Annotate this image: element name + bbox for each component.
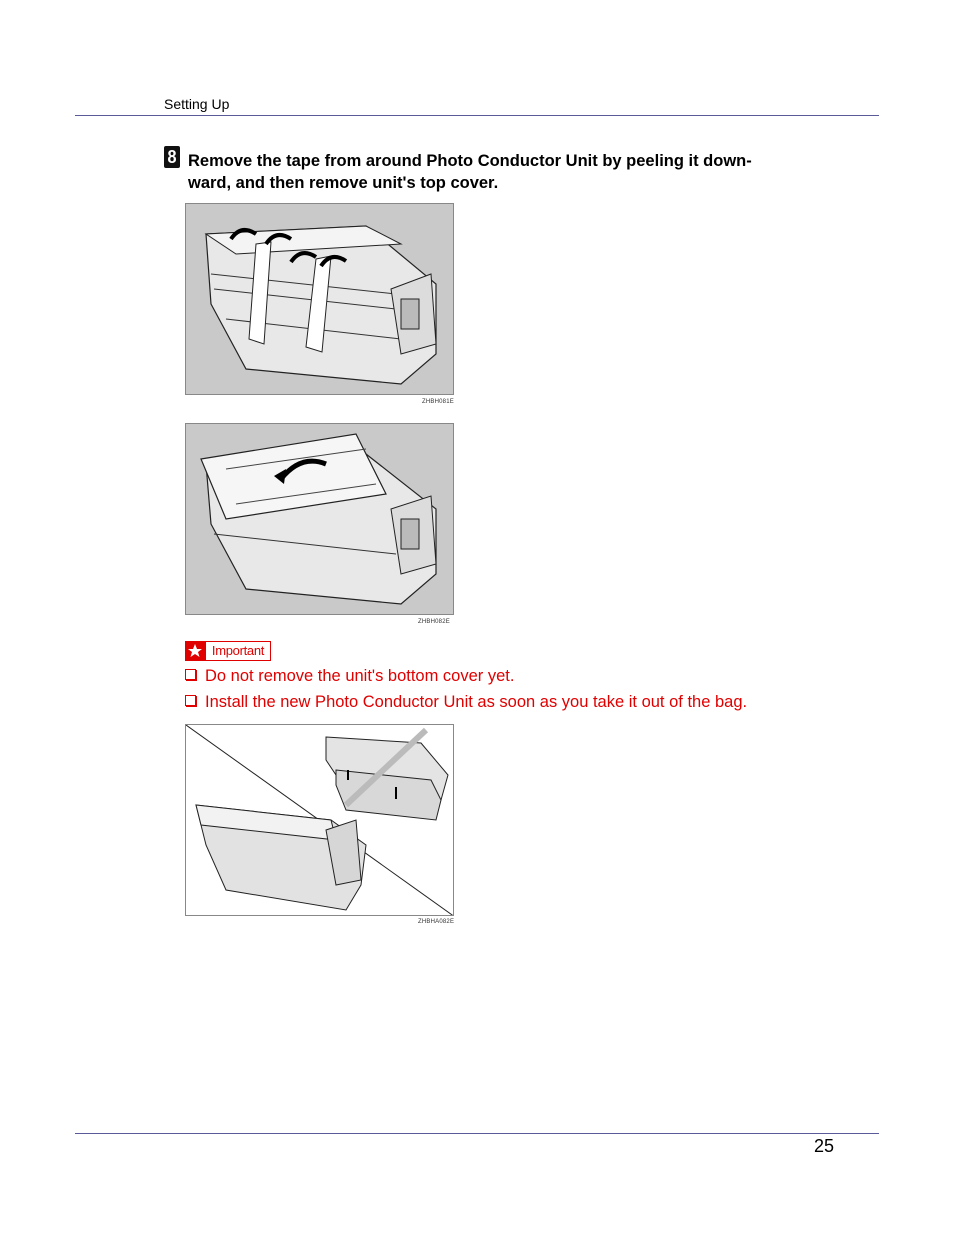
figure-code-3: ZHBHA082E <box>418 919 455 925</box>
footer-rule <box>75 1133 879 1134</box>
photo-conductor-tape-illustration <box>186 204 454 395</box>
note-text: Do not remove the unit's bottom cover yet. <box>205 667 515 685</box>
figure-bottom-cover-warning <box>185 724 454 916</box>
checkbox-bullet-icon <box>185 695 196 706</box>
top-cover-illustration <box>186 424 454 615</box>
checkbox-bullet-icon <box>185 669 196 680</box>
step-instruction-line-2: ward, and then remove unit's top cover. <box>188 174 499 192</box>
figure-tape-removal <box>185 203 454 395</box>
bottom-cover-warning-illustration <box>186 725 454 916</box>
figure-code-1: ZHBH081E <box>422 399 454 405</box>
figure-code-2: ZHBH082E <box>418 619 450 625</box>
page-number: 25 <box>814 1136 835 1156</box>
step-instruction <box>188 150 808 194</box>
note-text: Install the new Photo Conductor Unit as soon as you take it out of the bag. <box>205 693 748 711</box>
step-number: 8 <box>167 147 177 167</box>
step-instruction-line-1: Remove the tape from around Photo Conductor Unit by peeling it down- <box>188 152 752 170</box>
note-item <box>185 667 514 686</box>
star-icon <box>185 641 205 661</box>
step-number-badge <box>164 146 180 168</box>
header-rule <box>75 115 879 116</box>
note-item <box>185 693 747 712</box>
header-section-title: Setting Up <box>164 96 230 112</box>
important-label-text: Important <box>205 641 271 661</box>
figure-top-cover-removal <box>185 423 454 615</box>
